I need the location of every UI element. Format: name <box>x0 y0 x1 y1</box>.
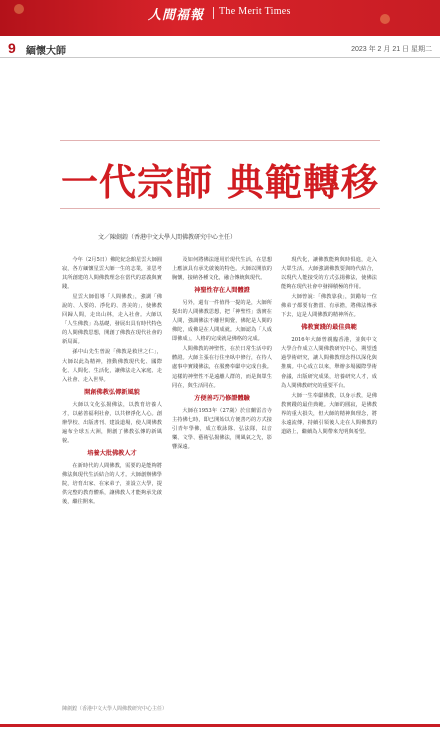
paragraph: 大師一生奉獻佛教，以身示教，是佛教實踐的最佳典範。大師的圓寂，是佛教界的重大損失，但大師的精神與理念，將永遠流傳，持續引領後人走在人間佛教的道路上，繼續為人間帶來光明與希望。 <box>281 392 377 435</box>
brand-chinese: 人間福報 <box>148 8 205 23</box>
article-column-2 <box>172 256 272 453</box>
subheading: 佛教實踐的最佳典範 <box>301 324 357 332</box>
masthead-banner <box>0 0 440 36</box>
author-note: 陳劍鍠（香港中文大學人間佛教研究中心主任） <box>62 706 168 712</box>
subheading: 方便善巧乃修證體驗 <box>194 394 250 402</box>
headline-rule-top <box>60 140 380 141</box>
paragraph: 及如何將佛法運用於現代生活，在思想上應該具有承先啟後的特色。大師以開放的胸懷，接納各種文化，融合傳統與現代。 <box>172 257 272 282</box>
headline-rule-bottom <box>60 208 380 209</box>
paragraph: 星雲大師倡導「人間佛教」，強調「佛說的、人要的、淨化的、善美的」，使佛教回歸人間，走出山林，走入社會。大師以「人生佛教」為基礎，發展出具有時代特色的人間佛教思想，開創了佛教在現代社會的新局面。 <box>62 294 162 346</box>
paragraph: 大師以文化弘揚佛法，以教育培養人才，以慈善福利社會，以共修淨化人心。創辦學校、出版書刊、建設道場，使人間佛教遍布全球五大洲，開創了佛教弘傳的新風貌。 <box>62 401 162 444</box>
subheading: 開創佛教弘傳新風貌 <box>84 388 140 396</box>
paragraph: 大師曾說：「佛教靠我」，鼓勵每一位佛弟子都要有擔當、有承擔，將佛法傳承下去，這是人間佛教的精神所在。 <box>281 294 377 319</box>
paragraph: 今年（2月5日）佛陀紀念館星雲大師圓寂，各方緬懷星雲大師一生的志業，並思考其所創建的人間佛教理念在當代的意義與實踐。 <box>62 257 162 291</box>
headline: 一代宗師 典範轉移 <box>61 160 379 204</box>
paragraph: 另外，還有一件值得一提的是，大師所提出的人間佛教思想，把「神聖性」落實在人間，強調佛法不離世間覺，佛陀是人間的佛陀，成佛是在人間成就。大師認為「人成即佛成」，人格的完成就是佛格的完成。 <box>172 300 272 343</box>
article-column-3 <box>281 256 377 438</box>
subheading: 神聖性存在人間體證 <box>194 287 250 295</box>
article-column-1 <box>62 256 162 508</box>
decor-dot <box>14 4 24 14</box>
page-number: 9 <box>8 40 16 56</box>
section-name: 緬懷大師 <box>26 46 66 57</box>
subheading: 培養大批佛教人才 <box>87 449 137 457</box>
issue-date: 2023 年 2 月 21 日 星期二 <box>351 46 432 53</box>
paragraph: 現代化，讓佛教能夠與時俱進，走入大眾生活。大師強調佛教要與時代結合，以現代人能接受的方式弘揚佛法，使佛法能夠在現代社會中發揮積極的作用。 <box>281 257 377 291</box>
paragraph: 大師在1953年（27歲）於宜蘭雷音寺主持佛七時，即已開始以方便善巧的方式接引青年學佛，成立歌詠隊、弘法隊，以音樂、文學、藝術弘揚佛法，開風氣之先，影響深遠。 <box>172 407 272 450</box>
bottom-rule <box>0 724 440 727</box>
decor-dot <box>380 14 390 24</box>
paragraph: 在新時代的人間佛教，需要的是能夠將佛法與現代生活結合的人才。大師創辦佛學院，培育出家、在家弟子，並設立大學，提供完整的教育體系，讓佛教人才能夠承先啟後，繼往開來。 <box>62 462 162 506</box>
paragraph: 人間佛教的神聖性，在於日常生活中的體證。大師主張在行住坐臥中修行，在待人處事中實踐佛法，在服務奉獻中完成自我。這樣的神聖性不是遠離人群的，而是與眾生同在，與生活同在。 <box>172 346 272 389</box>
paragraph: 孫中山先生曾說「佛教是救世之仁」，大師以此為精神，推動佛教現代化、國際化、人間化、生活化，讓佛法走入家庭、走入社會、走入世界。 <box>62 349 162 383</box>
byline: 文／陳劍鍠（香港中文大學人間佛教研究中心主任） <box>98 234 237 241</box>
paragraph: 2016年大師曾親臨香港，並與中文大學合作成立人間佛教研究中心，期望透過學術研究，讓人間佛教理念得以深化與推廣。中心成立以來，舉辦多場國際學術會議，出版研究成果，培養研究人才，成為人間佛教研究的重要平台。 <box>281 337 377 389</box>
brand-separator <box>213 7 214 19</box>
brand-english: The Merit Times <box>219 6 291 17</box>
